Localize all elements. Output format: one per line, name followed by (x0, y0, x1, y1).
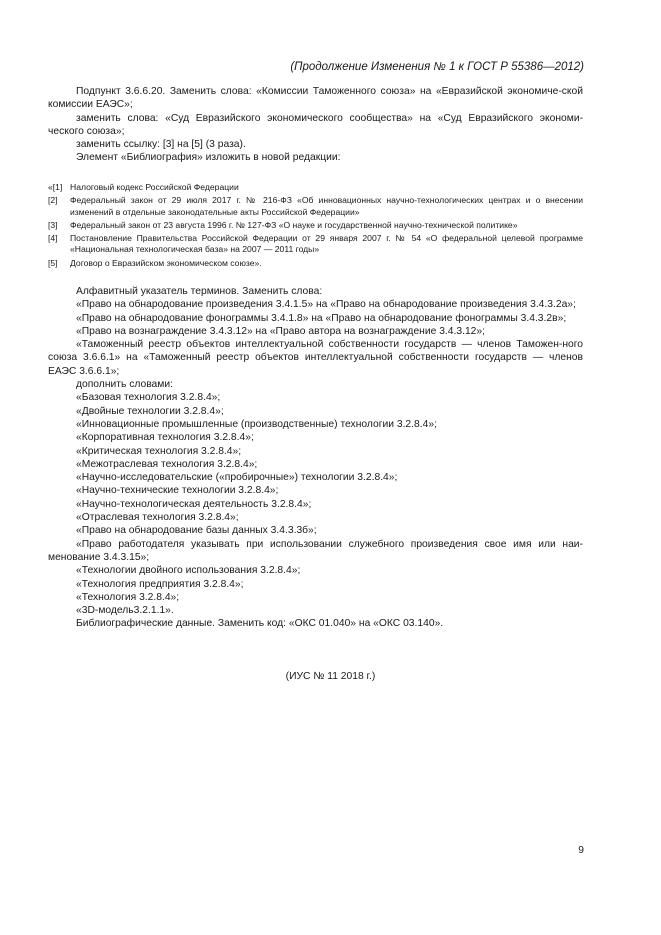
continuation-header: (Продолжение Изменения № 1 к ГОСТ Р 55386—2012) (290, 61, 584, 73)
paragraph: «Критическая технология 3.2.8.4»; (76, 445, 242, 457)
bibliography-text: Федеральный закон от 29 июля 2017 г. № 216-ФЗ «Об инновационных научно-технологических центрах и о внесении изменений в отдельные законодательные акты Российской Федерации» (70, 195, 583, 217)
paragraph: «Таможенный реестр объектов интеллектуальной собственности государств — членов Таможен-ного союза 3.6.6.1» на «Таможенный реестр объектов интеллектуальной собственности государств — членов ЕАЭС 3.6.6.1»; (48, 339, 583, 377)
paragraph: «Корпоративная технология 3.2.8.4»; (76, 432, 254, 444)
paragraph: «Право работодателя указывать при использовании служебного произведения свое имя или наи-менование 3.4.3.15»; (48, 538, 583, 563)
bibliography-text: Договор о Евразийском экономическом союзе». (70, 257, 262, 268)
bibliography-number: [4] (48, 232, 58, 243)
bibliography-entry (48, 195, 583, 218)
term-index-changes (48, 285, 583, 631)
bibliography-entry (48, 182, 583, 194)
paragraph: заменить ссылку: [3] на [5] (3 раза). (76, 139, 246, 151)
paragraph: «Технология 3.2.8.4»; (76, 591, 180, 603)
paragraph: «Право на вознаграждение 3.4.3.12» на «Право автора на вознаграждение 3.4.3.12»; (76, 325, 485, 337)
paragraph: «Базовая технология 3.2.8.4»; (76, 392, 221, 404)
bibliography-number: [3] (48, 219, 58, 230)
paragraph: «Научно-технические технологии 3.2.8.4»; (76, 485, 279, 497)
bibliography-text: Федеральный закон от 23 августа 1996 г. № 127-ФЗ «О науке и государственной научно-технической политике» (70, 219, 518, 230)
paragraph: «Научно-исследовательские («пробирочные») технологии 3.2.8.4»; (76, 472, 398, 484)
bibliography-entry (48, 258, 583, 270)
paragraph: «Научно-технологическая деятельность 3.2.8.4»; (76, 498, 312, 510)
paragraph: «Технологии двойного использования 3.2.8.4»; (76, 565, 301, 577)
bibliography-text: Постановление Правительства Российской Федерации от 29 января 2007 г. № 54 «О федеральной целевой программе «Национальная технологическая база» на 2007 — 2011 годы» (70, 232, 583, 255)
paragraph: «Инновационные промышленные (производственные) технологии 3.2.8.4»; (76, 418, 437, 430)
paragraph: «Двойные технологии 3.2.8.4»; (76, 405, 224, 417)
paragraph: Элемент «Библиография» изложить в новой редакции: (76, 152, 341, 164)
paragraph: Алфавитный указатель терминов. Заменить слова: (76, 286, 323, 297)
source-reference: (ИУС № 11 2018 г.) (285, 671, 376, 682)
bibliography-number: [5] (48, 257, 58, 268)
paragraph: «Право на обнародование фонограммы 3.4.1.8» на «Право на обнародование фонограммы 3.4.3.2в»; (76, 312, 567, 324)
paragraph: «3D-модель3.2.1.1». (76, 605, 174, 617)
bibliography-number: «[1] (48, 182, 63, 192)
paragraph: дополнить словами: (76, 379, 173, 391)
amendment-intro (48, 85, 583, 165)
paragraph: «Технология предприятия 3.2.8.4»; (76, 578, 244, 590)
paragraph: «Право на обнародование произведения 3.4.1.5» на «Право на обнародование произведения 3.4.3.2а»; (76, 299, 576, 311)
bibliography-number: [2] (48, 195, 58, 206)
paragraph: Библиографические данные. Заменить код: «ОКС 01.040» на «ОКС 03.140». (76, 618, 444, 630)
page-number: 9 (578, 845, 584, 856)
bibliography-list (48, 182, 583, 269)
bibliography-entry (48, 233, 583, 256)
paragraph: Подпункт 3.6.6.20. Заменить слова: «Комиссии Таможенного союза» на «Евразийской экономиче-ской комиссии ЕАЭС»; (48, 86, 583, 111)
bibliography-text: Налоговый кодекс Российской Федерации (70, 182, 239, 192)
paragraph: «Отраслевая технология 3.2.8.4»; (76, 512, 239, 524)
bibliography-entry (48, 220, 583, 232)
paragraph: «Межотраслевая технология 3.2.8.4»; (76, 458, 258, 470)
paragraph: заменить слова: «Суд Евразийского экономического сообщества» на «Суд Евразийского экономи-ческого союза»; (48, 112, 583, 137)
paragraph: «Право на обнародование базы данных 3.4.3.3б»; (76, 525, 317, 537)
